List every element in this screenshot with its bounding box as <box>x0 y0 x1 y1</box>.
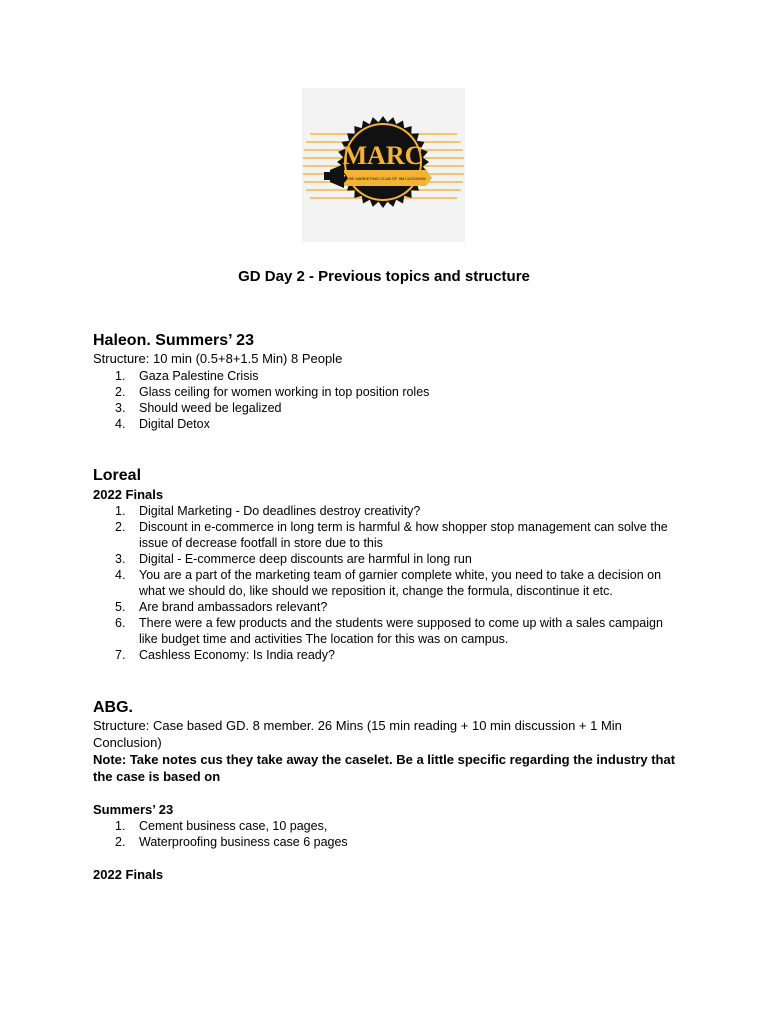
abg-finals-heading: 2022 Finals <box>93 867 164 882</box>
list-item: 2. Glass ceiling for women working in top position roles <box>115 384 430 399</box>
abg-structure: Structure: Case based GD. 8 member. 26 Mins (15 min reading + 10 min discussion + 1 Min Conclusion) <box>93 718 622 750</box>
abg-heading: ABG. <box>93 699 133 716</box>
abg-summers-heading: Summers’ 23 <box>93 802 174 817</box>
logo-tagline: THE MARKETING CLUB OF IIM LUCKNOW <box>346 176 426 181</box>
marc-logo <box>302 88 465 242</box>
loreal-heading: Loreal <box>93 467 142 484</box>
haleon-topic-list <box>93 368 693 432</box>
list-item: 1. Cement business case, 10 pages, <box>115 819 328 833</box>
loreal-section <box>93 466 673 663</box>
logo-wordmark: MARC <box>342 141 424 170</box>
list-item: 5. Are brand ambassadors relevant? <box>115 600 328 614</box>
list-item: 2. Waterproofing business case 6 pages <box>115 835 348 849</box>
list-item: 4. You are a part of the marketing team of garnier complete white, you need to take a decision on what we should do, like should we reposition it, change the formula, discontinue it etc. <box>115 568 662 598</box>
marc-logo-graphic <box>302 88 465 242</box>
list-item: 3. Should weed be legalized <box>115 400 282 415</box>
list-item: 1. Gaza Palestine Crisis <box>115 368 259 383</box>
loreal-topic-list <box>93 503 673 663</box>
list-item: 6. There were a few products and the students were supposed to come up with a sales campaign like budget time and activities The location for this was on campus. <box>115 616 663 646</box>
haleon-heading: Haleon. Summers’ 23 <box>93 332 254 349</box>
list-item: 7. Cashless Economy: Is India ready? <box>115 648 335 662</box>
loreal-subheading: 2022 Finals <box>93 487 164 502</box>
list-item: 4. Digital Detox <box>115 416 210 431</box>
list-item: 1. Digital Marketing - Do deadlines destroy creativity? <box>115 504 421 518</box>
page-title: GD Day 2 - Previous topics and structure <box>238 268 530 285</box>
abg-section <box>93 698 678 883</box>
haleon-section <box>93 331 693 432</box>
list-item: 3. Digital - E-commerce deep discounts are harmful in long run <box>115 552 472 566</box>
abg-summers-list <box>93 818 678 850</box>
haleon-structure: Structure: 10 min (0.5+8+1.5 Min) 8 People <box>93 351 343 366</box>
abg-note: Note: Take notes cus they take away the caselet. Be a little specific regarding the industry that the case is based on <box>93 752 676 784</box>
list-item: 2. Discount in e-commerce in long term is harmful & how shopper stop management can solve the issue of decrease footfall in store due to this <box>115 520 668 550</box>
